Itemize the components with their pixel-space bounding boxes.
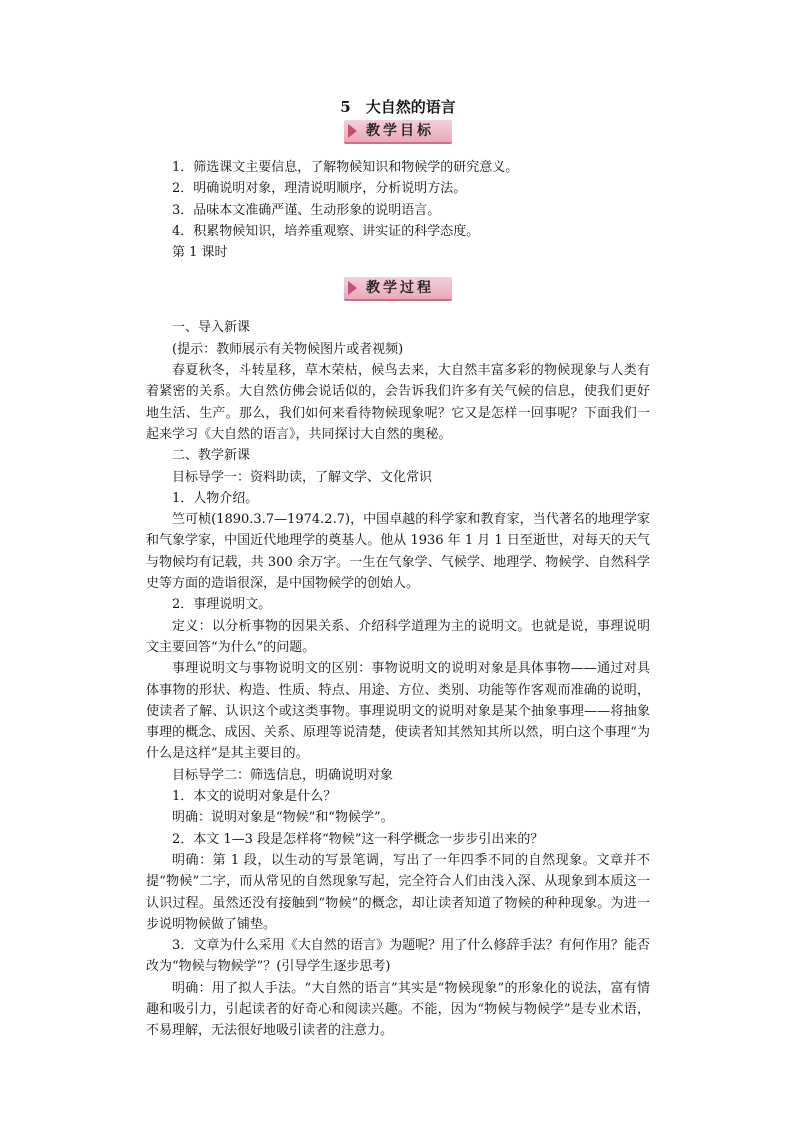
paragraph: 定义：以分析事物的因果关系、介绍科学道理为主的说明文。也就是说，事理说明文主要回答“为什么”的问题。 — [146, 618, 650, 655]
objective-item: 4．积累物候知识，培养重观察、讲实证的科学态度。 — [172, 223, 480, 239]
question: 3．文章为什么采用《大自然的语言》为题呢？用了什么修辞手法？有何作用？能否改为“物候与物候学”？(引导学生逐步思考) — [146, 938, 650, 975]
objective-item: 1．筛选课文主要信息，了解物候知识和物候学的研究意义。 — [172, 160, 519, 175]
answer: 明确：第 1 段，以生动的写景笔调，写出了一年四季不同的自然现象。文章并不提“物候”二字，而从常见的自然现象写起，完全符合人们由浅入深、从现象到本质这一认识过程。虽然还没有接触到“物候”的概念，却让读者知道了物候的种种现象。为进一步说明物候做了铺垫。 — [146, 852, 650, 932]
paragraph: 竺可桢(1890.3.7—1974.2.7)，中国卓越的科学家和教育家，当代著名的地理学家和气象学家，中国近代地理学的奠基人。他从 1936 年 1 月 1 日至逝世，对每天的天气与物候均有记载，共 300 余万字。一生在气象学、气候学、地理学、物候学、自然科学史等方面的造诣很深，是中国物候学的创始人。 — [146, 512, 650, 592]
objectives-banner — [344, 120, 452, 144]
answer: 明确：说明对象是“物候”和“物候学”。 — [172, 810, 394, 826]
lesson-period: 第 1 课时 — [172, 245, 228, 261]
lesson-plan-content — [146, 96, 650, 1042]
teaching-process-body — [146, 317, 650, 1041]
process-banner-label: 教学过程 — [366, 280, 434, 297]
paragraph: 春夏秋冬，斗转星移，草木荣枯，候鸟去来，大自然丰富多彩的物候现象与人类有着紧密的关系。大自然仿佛会说话似的，会告诉我们许多有关气候的信息，使我们更好地生活、生产。那么，我们如何来看待物候现象呢？它又是怎样一回事呢？下面我们一起来学习《大自然的语言》，共同探讨大自然的奥秘。 — [146, 363, 650, 442]
question: 2．本文 1—3 段是怎样将“物候”这一科学概念一步步引出来的？ — [172, 831, 544, 847]
process-banner-wrap — [146, 277, 650, 303]
objective-item: 2．明确说明对象，理清说明顺序，分析说明方法。 — [172, 181, 467, 197]
sub-heading: 2．事理说明文。 — [172, 597, 272, 613]
answer: 明确：用了拟人手法。“大自然的语言”其实是“物候现象”的形象化的说法，富有情趣和吸引力，引起读者的好奇心和阅读兴趣。不能，因为“物候与物候学”是专业术语，不易理解，无法很好地吸引读者的注意力。 — [146, 980, 650, 1039]
objectives-list — [146, 157, 650, 263]
goal-heading: 目标导学一：资料助读，了解文学、文化常识 — [172, 469, 433, 485]
sub-heading: 1．人物介绍。 — [172, 490, 259, 506]
hint-text: (提示：教师展示有关物候图片或者视频) — [172, 341, 404, 357]
lesson-title: 5 大自然的语言 — [340, 98, 456, 116]
paragraph: 事理说明文与事物说明文的区别：事物说明文的说明对象是具体事物——通过对具体事物的形状、构造、性质、特点、用途、方位、类别、功能等作客观而准确的说明，使读者了解、认识这个或这类事物。事理说明文的说明对象是某个抽象事理——将抽象事理的概念、成因、关系、原理等说清楚，使读者知其然知其所以然，明白这个事理“为什么是这样”是其主要目的。 — [146, 661, 650, 762]
objective-item: 3．品味本文准确严谨、生动形象的说明语言。 — [172, 202, 441, 218]
section-heading: 二、教学新课 — [172, 448, 251, 464]
section-heading: 一、导入新课 — [172, 320, 251, 336]
objectives-banner-label: 教学目标 — [366, 123, 434, 139]
banner-triangle-icon — [348, 124, 357, 138]
goal-heading: 目标导学二：筛选信息，明确说明对象 — [172, 767, 394, 783]
process-banner — [344, 277, 452, 301]
banner-triangle-icon — [348, 281, 357, 295]
question: 1．本文的说明对象是什么？ — [172, 789, 337, 805]
objectives-banner-wrap — [146, 120, 650, 146]
